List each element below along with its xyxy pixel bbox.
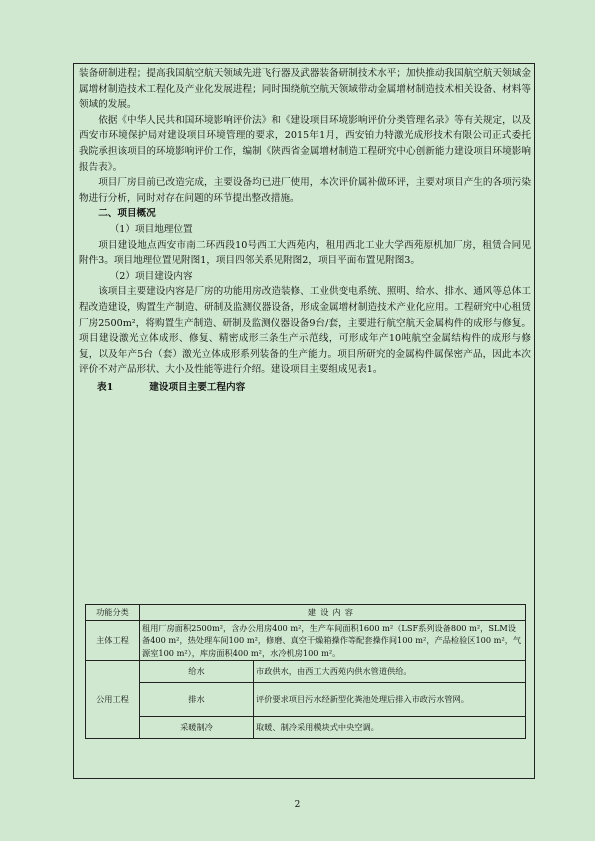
table-header-row [86, 605, 526, 621]
table-row-hvac [86, 717, 526, 739]
row-content-drainage: 评价要求项目污水经新型化粪池处理后排入市政污水管网。 [254, 683, 526, 717]
section-heading-overview: 二、项目概况 [98, 208, 156, 220]
table-caption-title: 建设项目主要工程内容 [149, 381, 246, 393]
paragraph-status: 项目厂房目前已改造完成，主要设备均已进厂使用，本次评价属补做环评，主要对项目产生的各项污染物进行分析，同时对存在问题的环节提出整改措施。 [79, 177, 531, 204]
subheading-construction: （2）项目建设内容 [109, 270, 193, 282]
row-label-main: 主体工程 [86, 620, 140, 661]
header-category: 功能分类 [86, 605, 140, 621]
row-name-hvac: 采暖制冷 [140, 717, 254, 739]
row-content-hvac: 取暖、制冷采用模块式中央空调。 [254, 717, 526, 739]
paragraph-continuation: 装备研制进程；提高我国航空航天领域先进飞行器及武器装备研制技术水平；加快推动我国航空航天领域金属增材制造技术工程化及产业化发展进程；同时围绕航空航天领域带动金属增材制造技术相关设备、材料等领域的发展。 [79, 68, 531, 111]
header-content: 建设内容 [140, 605, 526, 621]
table-caption [79, 380, 531, 396]
paragraph-legal-basis: 依据《中华人民共和国环境影响评价法》和《建设项目环境影响评价分类管理名录》等有关规定，以及西安市环境保护局对建设项目环境管理的要求，2015年1月，西安铂力特激光成形技术有限公司正式委托我院承担该项目的环境影响评价工作，编制《陕西省金属增材制造工程研究中心创新能力建设项目环境影响报告表》。 [79, 114, 531, 173]
document-body [79, 66, 531, 395]
page-number: 2 [294, 800, 301, 810]
paragraph-construction: 该项目主要建设内容是厂房的功能用房改造装修、工业供变电系统、照明、给水、排水、通风等总体工程改造建设，购置生产制造、研制及监测仪器设备，形成金属增材制造技术产业化应用。工程研究中心租赁厂房2500m²，将购置生产制造、研制及监测仪器设备9台/套，主要进行航空航天金属构件的成形与修复。项目建设激光立体成形、修复、精密成形三条生产示范线，可形成年产10吨航空金属结构件的成形与修复，以及年产5台（套）激光立体成形系列装备的生产能力。项目所研究的金属构件属保密产品，因此本次评价不对产品形状、大小及性能等进行介绍。建设项目主要组成见表1。 [79, 286, 531, 376]
row-content-water-supply: 市政供水，由西工大西苑内供水管道供给。 [254, 661, 526, 683]
row-content-main: 租用厂房面积2500m²，含办公用房400 m²，生产车间面积1600 m²（LSF系列设备800 m²，SLM设备400 m²，热处理车间100 m²，修磨、真空干燥箱操作等配套操作间100 m²，产品检验区100 m²，气源室100 m²），库房面积400 m²，水冷机房100 m²。 [140, 620, 526, 661]
row-label-public: 公用工程 [86, 661, 140, 739]
table-caption-number: 表1 [97, 381, 114, 393]
project-content-table [85, 604, 526, 739]
paragraph-location: 项目建设地点西安市南二环西段10号西工大西苑内，租用西北工业大学西苑原机加厂房，租赁合同见附件3。项目地理位置见附图1，项目四邻关系见附图2，项目平面布置见附图3。 [79, 239, 531, 267]
row-name-water-supply: 给水 [140, 661, 254, 683]
table-row-water-supply [86, 661, 526, 683]
table-row-drainage [86, 683, 526, 717]
row-name-drainage: 排水 [140, 683, 254, 717]
table-row-main [86, 620, 526, 661]
subheading-location: （1）项目地理位置 [109, 223, 193, 235]
